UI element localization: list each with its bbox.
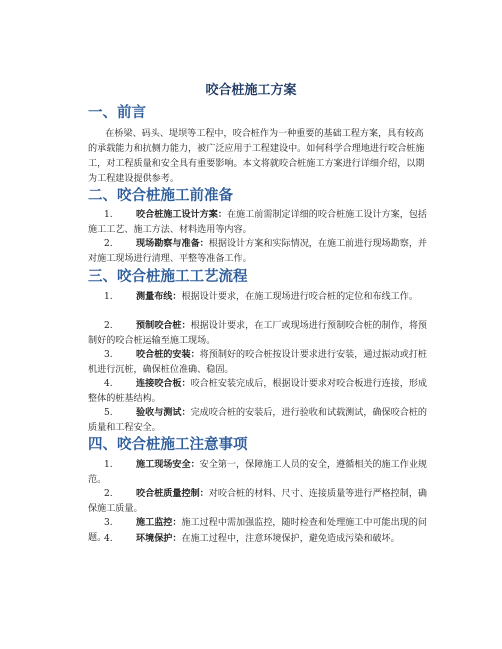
list-item [88, 376, 428, 407]
item-number: 2. [104, 321, 113, 331]
item-label: 测量布线： [136, 291, 182, 302]
item-text: 根据设计要求，在施工现场进行咬合桩的定位和布线工作。 [181, 292, 418, 302]
item-label: 现场勘察与准备： [136, 238, 209, 249]
item-label: 咬合桩质量控制： [136, 488, 209, 499]
item-number: 2. [104, 489, 113, 499]
item-number: 1. [104, 210, 113, 220]
item-text: 在施工过程中，注意环境保护，避免造成污染和破坏。 [181, 534, 400, 544]
item-label: 连接咬合板： [136, 378, 191, 389]
item-text: 咬合桩安装完成后，根据设计要求对咬合板进行连接，形成整体的桩基结构。 [88, 379, 428, 404]
item-text: 施工过程中需加强监控，随时检查和处理施工中可能出现的问题。 [88, 518, 428, 543]
item-text: 将预制好的咬合桩按设计要求进行安装，通过振动或打桩机进行沉桩，确保桩位准确、稳固。 [88, 350, 428, 375]
item-label: 验收与测试： [136, 407, 191, 418]
section-heading-precautions: 四、咬合桩施工注意事项 [88, 437, 248, 453]
item-number: 1. [104, 460, 113, 470]
item-text: 根据设计方案和实际情况，在施工前进行现场勘察，并对施工现场进行清理、平整等准备工作。 [88, 239, 428, 264]
list-item [88, 405, 428, 436]
item-text: 完成咬合桩的安装后，进行验收和试载测试，确保咬合桩的质量和工程安全。 [88, 408, 428, 433]
item-number: 4. [104, 379, 113, 389]
document-title: 咬合桩施工方案 [205, 83, 297, 98]
section-heading-preface: 一、前言 [88, 105, 146, 121]
item-label: 施工现场安全： [136, 459, 200, 470]
section-heading-preparation: 二、咬合桩施工前准备 [88, 188, 233, 204]
item-number: 2. [104, 239, 113, 249]
list-item [88, 457, 428, 488]
list-item [88, 289, 428, 305]
item-label: 环境保护： [136, 533, 182, 544]
list-item [88, 236, 428, 267]
item-number: 3. [104, 518, 113, 528]
item-text: 根据设计要求，在工厂或现场进行预制咬合桩的制作，将预制好的咬合桩运输至施工现场。 [88, 321, 428, 346]
item-label: 咬合桩施工设计方案： [136, 209, 227, 220]
list-item [88, 486, 428, 517]
section-heading-process: 三、咬合桩施工工艺流程 [88, 269, 248, 285]
item-number: 5. [104, 408, 113, 418]
list-item [88, 207, 428, 238]
preface-paragraph: 在桥梁、码头、堤坝等工程中，咬合桩作为一种重要的基础工程方案，具有较高的承载能力和抗侧力能力，被广泛应用于工程建设中。如何科学合理地进行咬合桩施工，对工程质量和安全具有重要影响。本文将就咬合桩施工方案进行详细介绍，以期为工程建设提供参考。 [88, 129, 425, 184]
item-text: 安全第一，保障施工人员的安全，遵循相关的施工作业规范。 [88, 460, 428, 485]
item-label: 预制咬合桩： [136, 320, 191, 331]
list-item [88, 318, 428, 349]
item-number: 3. [104, 350, 113, 360]
item-label: 施工监控： [136, 517, 182, 528]
item-text: 对咬合桩的材料、尺寸、连接质量等进行严格控制，确保施工质量。 [88, 489, 428, 514]
item-text: 在施工前需制定详细的咬合桩施工设计方案，包括施工工艺、施工方法、材料选用等内容。 [88, 210, 428, 235]
list-item [88, 531, 428, 547]
list-item [88, 347, 428, 378]
item-number: 1. [104, 292, 113, 302]
item-label: 咬合桩的安装： [136, 349, 200, 360]
item-number: 4. [104, 534, 113, 544]
